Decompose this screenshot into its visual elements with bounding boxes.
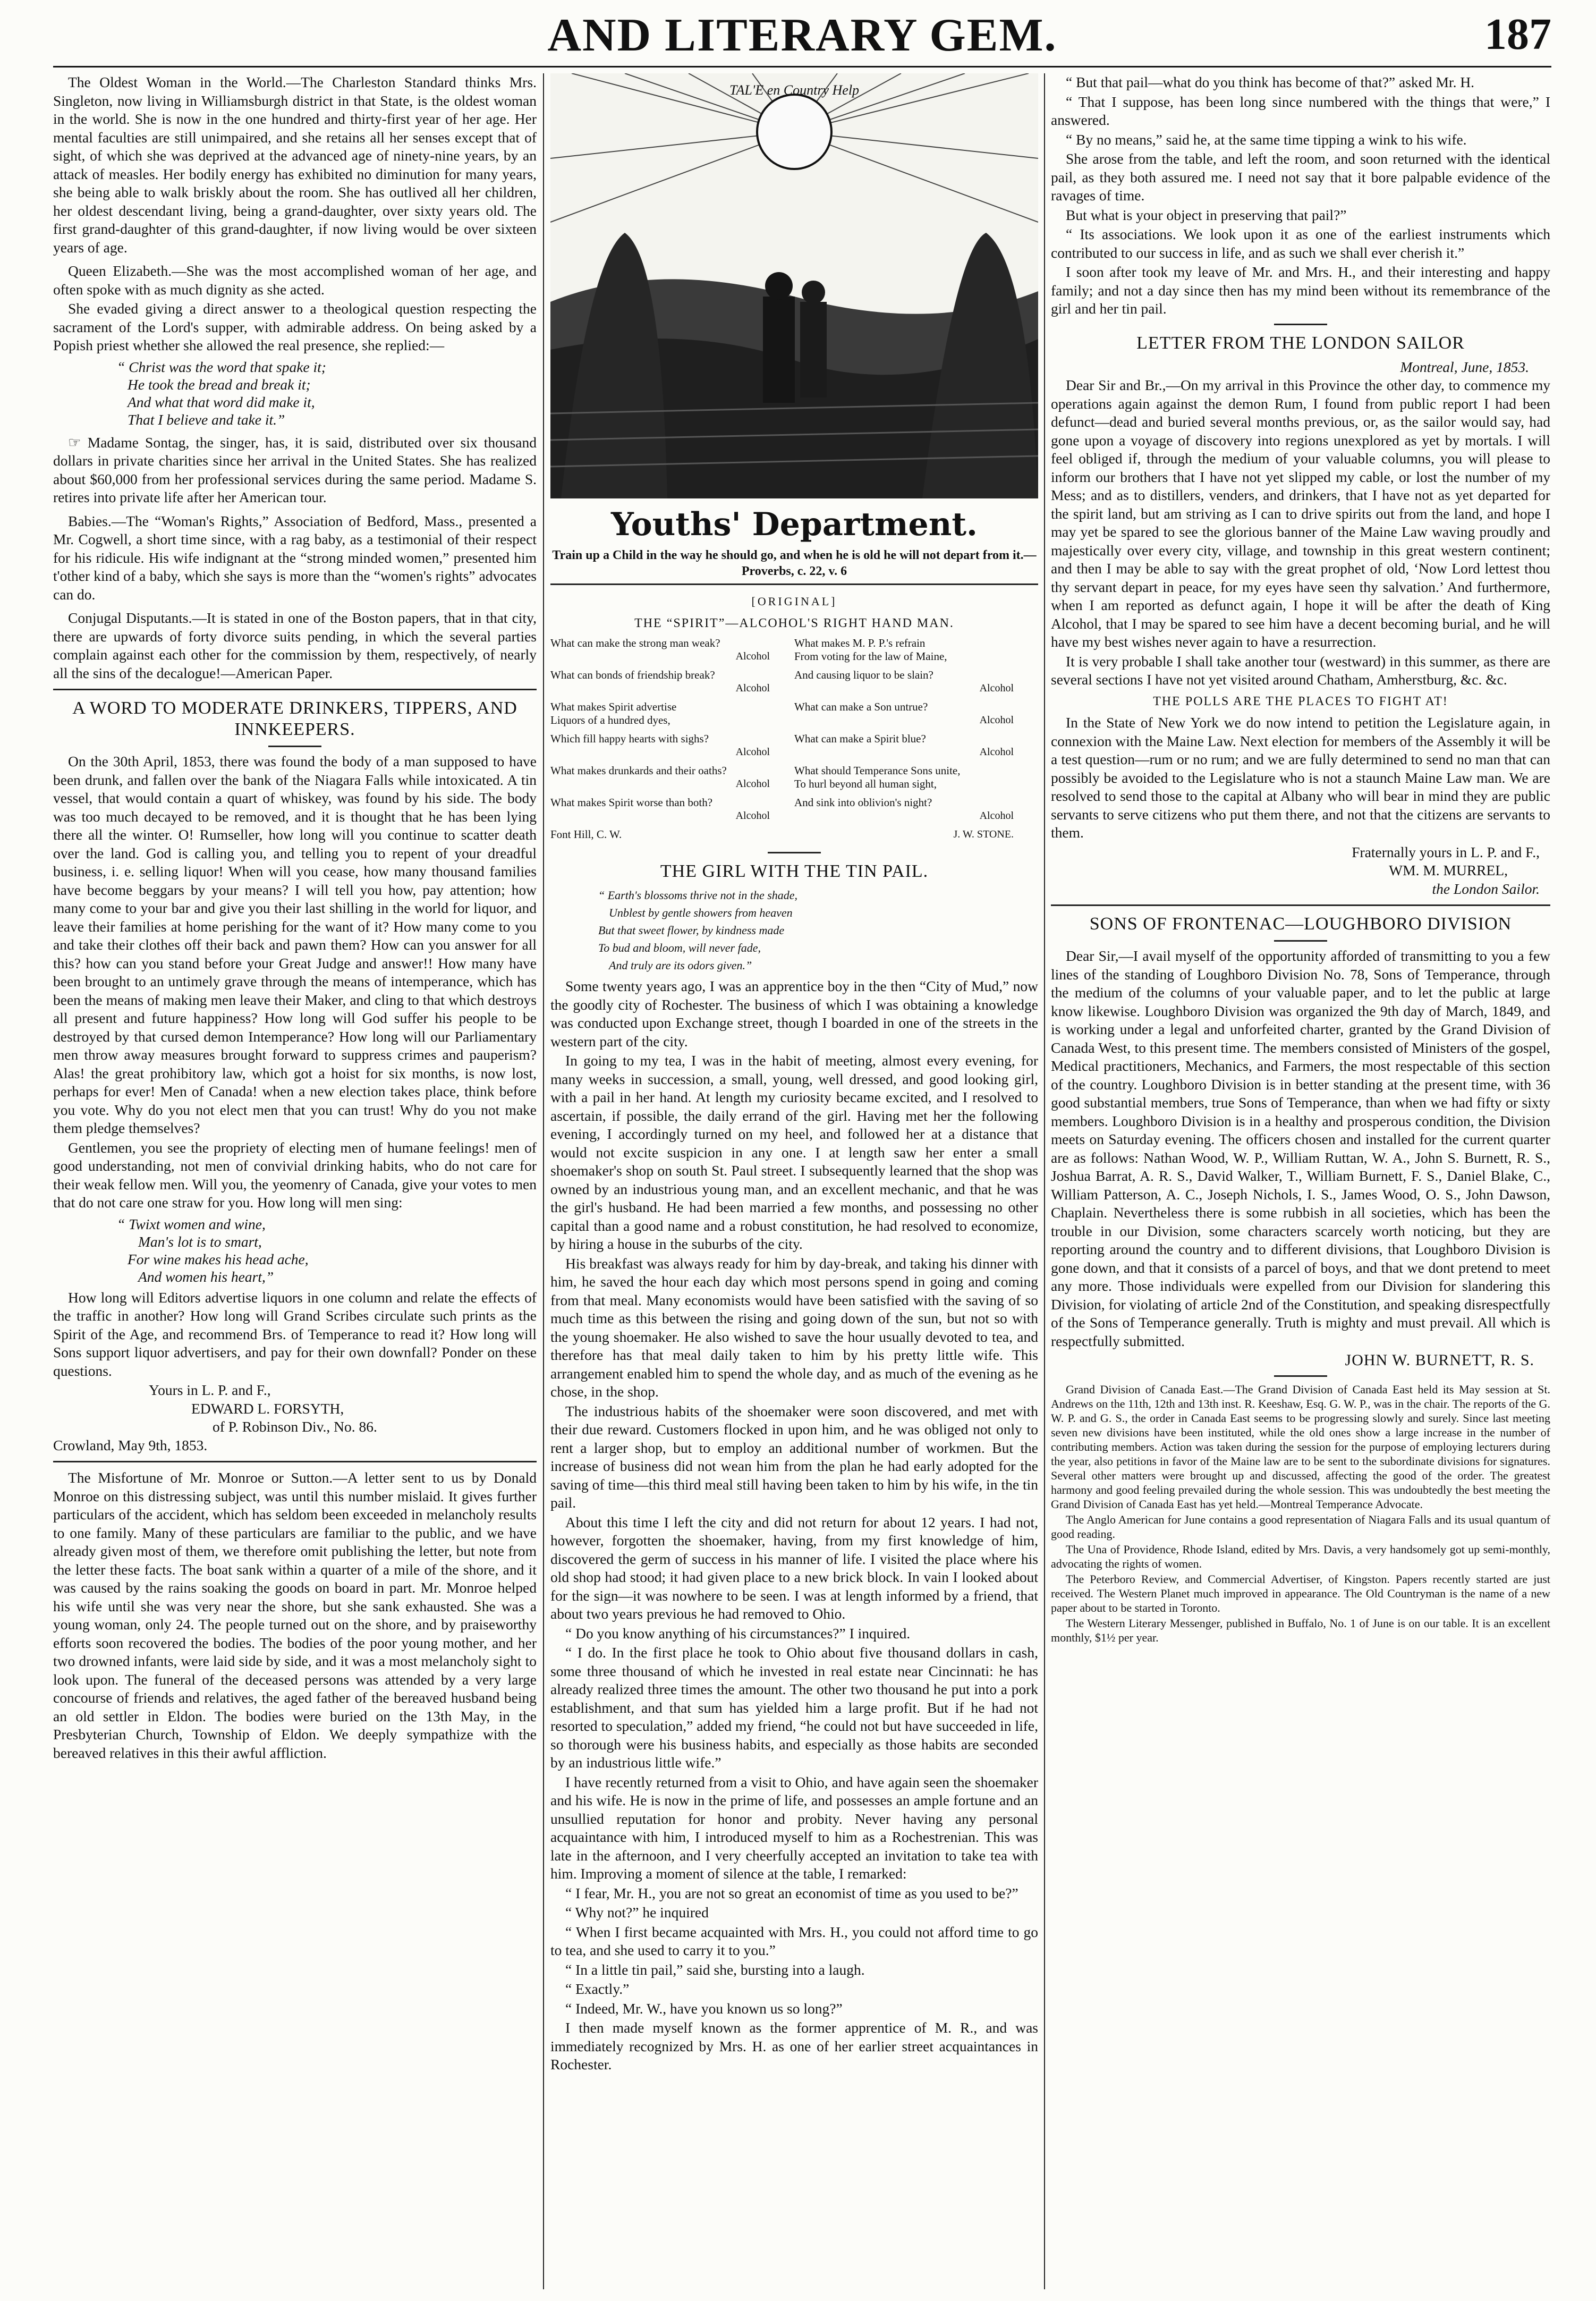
signature-line: of P. Robinson Div., No. 86. bbox=[213, 1418, 377, 1435]
poem-line: What can make the strong man weak? bbox=[550, 637, 720, 649]
poem-row bbox=[550, 764, 1038, 796]
girl-paragraph-9: “ I fear, Mr. H., you are not so great an economist of time as you used to be?” bbox=[565, 1884, 1018, 1901]
girl-paragraph-13: “ Exactly.” bbox=[565, 1981, 630, 1997]
poem-cell bbox=[794, 764, 1038, 796]
poem-cell bbox=[794, 669, 1038, 700]
poem-cell bbox=[550, 700, 794, 732]
notice-paragraph: The Peterboro Review, and Commercial Advertiser, of Kingston. Papers recently started are just received. The Western Planet much improved in appearance. The Old Countryman is the name of a new paper about to be started in Toronto. bbox=[1051, 1572, 1550, 1614]
poem-cell bbox=[794, 828, 1038, 847]
poem-line: But that sweet flower, by kindness made bbox=[598, 924, 785, 937]
girl-paragraph-11: “ When I first became acquainted with Mrs. H., you could not afford time to go to tea, and she used to carry it to you.” bbox=[550, 1923, 1038, 1958]
poem-row bbox=[550, 732, 1038, 764]
signature-line: EDWARD L. FORSYTH, bbox=[191, 1400, 344, 1417]
girl-paragraph-22: I soon after took my leave of Mr. and Mrs. H., and their interesting and happy family; and not a day since then has my mind been without its remembrance of the girl and her tin pail. bbox=[1051, 264, 1550, 317]
poem-cell bbox=[550, 764, 794, 796]
poem-refrain: Alcohol bbox=[735, 810, 770, 822]
sons-paragraph: Dear Sir,—I avail myself of the opportunity afforded of transmitting to you a few lines of the standing of Loughboro Division No. 78, Sons of Temperance, through the medium of the columns of your valuable paper, and to let the public at large know likewise. Loughboro Division was organized the 9th day of March, 1849, and is working under a legal and unforfeited charter, granted by the Grand Division of Canada West, to this present time. The members consisted of Ministers of the gospel, Medical practitioners, Mechanics, and Farmers, the most respectable of this section of the country. Loughboro Division is in better standing at the present time, with 36 good substantial members, true Sons of Temperance, than when we had fifty or sixty members. Loughboro Division is in a healthy and prosperous condition, the Division meets on Saturday evening. The officers chosen and installed for the current quarter are as follows: Nathan Wood, W. P., William Ruttan, W. A., John S. Burnett, R. S., Joshua Barrat, A. R. S., David Walker, T., William Burnett, F. S., Daniel Blake, C., William Patterson, A. C., Joseph Nichols, I. S., James Wood, O. S., John Dawson, Chaplain. Nevertheless there is some rubbish in all societies, which has been the trouble in our Division, some characters scarcely worth noticing, but they are reporting around the country and to different divisions, that Loughboro Division is gone down, and that it consists of a parcel of boys, and that we dont pretend to meet any more. Those individuals were expelled from our Division for slandering this Division, for violating of article 2nd of the Constitution, and speaking disrespectfully of the Sons of Temperance generally. Truth is mighty and must prevail. All which is respectfully submitted. bbox=[1051, 948, 1550, 1349]
poem-cell bbox=[794, 732, 1038, 764]
girl-paragraph-12: “ In a little tin pail,” said she, bursting into a laugh. bbox=[565, 1961, 865, 1978]
poem-cell bbox=[794, 637, 1038, 669]
sons-signature: JOHN W. BURNETT, R. S. bbox=[1345, 1351, 1534, 1369]
polls-heading: THE POLLS ARE THE PLACES TO FIGHT AT! bbox=[1153, 694, 1448, 708]
girl-paragraph-21: “ Its associations. We look upon it as one of the earliest instruments which contributed to our success in life, and as such we shall ever cherish it.” bbox=[1051, 226, 1550, 261]
poem-line: And what that word did make it, bbox=[128, 393, 315, 410]
poem-refrain: Alcohol bbox=[735, 650, 770, 662]
poem-line: Liquors of a hundred dyes, bbox=[550, 714, 670, 726]
poem-line: What can bonds of friendship break? bbox=[550, 669, 715, 681]
girl-paragraph-20: But what is your object in preserving that pail?” bbox=[1066, 206, 1347, 223]
word-paragraph-1: On the 30th April, 1853, there was found the body of a man supposed to have been drunk, and fallen over the bank of the Niagara Falls while intoxicated. A tin vessel, that would contain a quart of whiskey, was found by his side. The body was too much decayed to be removed, and it is thought that he has been lying there all the winter. O! Rumseller, how long will you continue to scatter death over the land. God is calling you, and telling you to repent of your dreadful business, i. e. selling liquor! When will you cease, how many thousand families have become beggars by your means? I will tell you how, pay attention; how many come to your bar and give you their last shilling in the world for liquor, and leave their families at home perishing for the want of it? How many come to you and take their clothes off their back and pawn them? How can you answer for all this? how can you stand before your Great Judge and answer!! How many have been brought to an untimely grave through the means of intemperance, which has been the means of making men leave their Maker, and cling to that which destroys all present and future happiness? How long will God suffer his people to be destroyed by that cursed demon Intemperance? How long will our Parliamentary men throw away measures brought forward to suppress crimes and pauperism? Alas! the great prohibitory law, which got a hoist for six months, is now lost, perhaps for ever! Men of Canada! when a new election takes place, think before you vote. Why do you not elect men that you can trust! Why do you not make them pledge themselves? bbox=[53, 753, 537, 1136]
poem-refrain: Alcohol bbox=[735, 746, 770, 758]
original-label: [ORIGINAL] bbox=[751, 595, 837, 608]
poem-line: For wine makes his head ache, bbox=[128, 1250, 309, 1267]
signature-line: Yours in L. P. and F., bbox=[149, 1382, 271, 1398]
poem-line: What can make a Spirit blue? bbox=[794, 732, 926, 745]
poem-cell bbox=[550, 796, 794, 828]
poem-line: What makes drunkards and their oaths? bbox=[550, 764, 727, 777]
section-rule bbox=[550, 583, 1038, 585]
letter-paragraph-1: Dear Sir and Br.,—On my arrival in this Province the other day, to commence my operations again against the demon Rum, I found from public report I had been defunct—dead and buried several months previous, or, as the sailor would say, had gone upon a voyage of discovery into regions unexplored as yet by mortals. I will feel obliged if, through the medium of your valuable columns, you will please to inform our brothers that I have not yet slipped my cable, or lost the number of my Mess; and as to distillers, venders, and drinkers, that I have not as yet departed for the spirit land, but am striving as I can to drive spirits out from the land, and hope I may yet be spared to see the glorious banner of the Maine Law waving proudly and majestically over every city, village, and township in this great western continent; and then I may be able to say with the great prophet of old, ‘Now Lord lettest thou thy servant depart in peace, for my eyes have seen thy salvation.’ And furthermore, when I am reported as defunct again, I hope it will be after the death of King Alcohol, that I may be spared to see him have a decent becoming burial, and he will have my best wishes never again to have a resurrection. bbox=[1051, 377, 1550, 650]
poem-refrain: Alcohol bbox=[979, 746, 1014, 758]
department-motto: Train up a Child in the way he should go, and when he is old he will not depart from it.—Proverbs, c. 22, v. 6 bbox=[552, 548, 1037, 578]
signature-line: Fraternally yours in L. P. and F., bbox=[1352, 843, 1540, 860]
word-poem bbox=[117, 1215, 537, 1285]
poem-line: To bud and bloom, will never fade, bbox=[598, 941, 761, 954]
section-divider bbox=[1274, 1375, 1327, 1377]
girl-paragraph-15: I then made myself known as the former apprentice of M. R., and was immediately recognized by Mrs. H. as one of her earlier street acquaintances in Rochester. bbox=[550, 2019, 1038, 2072]
letter-dateline: Montreal, June, 1853. bbox=[1400, 358, 1529, 375]
girl-paragraph-16: “ But that pail—what do you think has become of that?” asked Mr. H. bbox=[1066, 74, 1475, 90]
poem-line: And sink into oblivion's night? bbox=[794, 796, 932, 809]
queen-elizabeth-paragraph-2: She evaded giving a direct answer to a theological question respecting the sacrament of the Lord's supper, with admirable address. On being asked by a Popish priest whether she allowed the real presence, she replied:— bbox=[53, 300, 537, 353]
letter-paragraph-3: In the State of New York we do now intend to petition the Legislature again, in connexion with the Maine Law. Next election for members of the Assembly it will be a test question—rum or no rum; and we are fully determined to send no man that can possibly be avoided to the Legislature who is not a staunch Maine Law man. We are resolved to send those to the capital at Albany who will bear in mind they are public servants to serve citizens who put them there, and not that the citizens are servants to them. bbox=[1051, 714, 1550, 841]
oldest-woman-paragraph: The Oldest Woman in the World.—The Charleston Standard thinks Mrs. Singleton, now living in Williamsburgh district in that State, is the oldest woman in the world. She is now in the one hundred and thirty-first year of her age. Her mental faculties are still unimpaired, and she retains all her senses except that of sight, of which she was deprived at the advanced age of ninety-nine years, by an attack of measles. Her bodily energy has exhibited no diminution for many years, she being able to walk briskly about the room. She has outlived all her children, her oldest descendant living, being a grand-daughter, over sixty years old. The first grand-daughter of this grand-daughter, if now living would be over sixteen years of age. bbox=[53, 74, 537, 256]
queen-elizabeth-paragraph: Queen Elizabeth.—She was the most accomplished woman of her age, and often spoke with as much dignity as she acted. bbox=[53, 263, 537, 298]
poem-cell bbox=[794, 796, 1038, 828]
babies-paragraph: Babies.—The “Woman's Rights,” Association of Bedford, Mass., presented a Mr. Cogwell, a short time since, with a rag baby, as a testimonial of their respect for his ridicule. His wife indignant at the “strong minded women,” presented him t'other kind of a baby, which she says is more than the “women's rights” advocates can do. bbox=[53, 512, 537, 603]
poem-cell bbox=[550, 828, 794, 847]
column-rule bbox=[1044, 73, 1045, 2289]
masthead-title: AND LITERARY GEM. bbox=[547, 10, 1057, 61]
girl-paragraph-18: “ By no means,” said he, at the same time tipping a wink to his wife. bbox=[1066, 131, 1467, 148]
temperance-engraving bbox=[550, 73, 1038, 498]
poem-cell bbox=[550, 669, 794, 700]
word-signature bbox=[149, 1381, 537, 1436]
engraving-banner: TAL'E en Country Help bbox=[729, 82, 860, 98]
girl-paragraph-14: “ Indeed, Mr. W., have you known us so long?” bbox=[565, 2000, 843, 2017]
notice-paragraph: The Una of Providence, Rhode Island, edited by Mrs. Davis, a very handsomely got up semi-monthly, advocating the rights of women. bbox=[1051, 1542, 1550, 1570]
girl-paragraph-7: “ I do. In the first place he took to Ohio about five thousand dollars in cash, some three thousand of which he invested in real estate near Cincinnati: he has already realized three times the amount. The other two thousand he put into a pork establishment, and that sum has yielded him a large profit. But if he had not resorted to speculation,” added my friend, “he could not but have succeeded in life, so thorough were his business habits, and especially as those habits are seconded by an industrious little wife.” bbox=[550, 1644, 1038, 1771]
poem-line: What should Temperance Sons unite, bbox=[794, 764, 961, 777]
misfortune-paragraph: The Misfortune of Mr. Monroe or Sutton.—A letter sent to us by Donald Monroe on this distressing subject, was until this number mislaid. It gives further particulars of the accident, which has seldom been exceeded in melancholy results to one family. Many of these particulars are familiar to the public, and we have already given most of them, we therefore omit publishing the letter, but note from the letter these facts. The boat sank within a quarter of a mile of the shore, and it was caused by the rains soaking the goods on board in part. Mr. Monroe helped his wife until she was very near the shore, but she sank exhausted. She was a young woman, only 24. The people turned out on the shore, and by praiseworthy efforts soon recovered the bodies. The bodies of the poor young mother, and her two drowned infants, were laid side by side, and it was a most melancholy sight to look upon. The funeral of the deceased persons was attended by a very large concourse of friends and relatives, the aged father of the bereaved husband being an old settler in Eldon. The bodies were buried on the 13th May, in the Presbyterian Church, Township of Eldon. We deeply sympathize with the bereaved relatives in this their awful affliction. bbox=[53, 1469, 537, 1761]
girl-paragraph-5: About this time I left the city and did not return for about 12 years. I had not, however, forgotten the shoemaker, having, from my first knowledge of him, discovered the germ of success in his manner of life. I visited the place where his old shop had stood; it had given place to a new brick block. In vain I looked about for the sign—it was nowhere to be seen. I was at length informed by a friend, that about two years previous he had removed to Ohio. bbox=[550, 1513, 1038, 1622]
poem-line: Man's lot is to smart, bbox=[138, 1233, 262, 1250]
poem-line: What makes Spirit advertise bbox=[550, 700, 677, 713]
poem-refrain: Alcohol bbox=[735, 778, 770, 790]
sontag-paragraph: ☞ Madame Sontag, the singer, has, it is said, distributed over six thousand dollars in private charities since her arrival in the United States. She has realized about $60,000 from her professional services during the same period. Madame S. retires into private life after her American tour. bbox=[53, 434, 537, 505]
girl-paragraph-6: “ Do you know anything of his circumstances?” I inquired. bbox=[565, 1625, 911, 1642]
alcohol-poem-table bbox=[550, 637, 1038, 847]
page-number: 187 bbox=[1484, 10, 1551, 59]
queen-poem bbox=[117, 358, 537, 428]
notice-paragraph: The Anglo American for June contains a good representation of Niagara Falls and its usual quantum of good reading. bbox=[1051, 1512, 1550, 1541]
page-header bbox=[53, 7, 1551, 67]
poem-line: He took the bread and break it; bbox=[128, 376, 311, 393]
heading-divider bbox=[1274, 940, 1327, 942]
notice-paragraph: Grand Division of Canada East.—The Grand Division of Canada East held its May session at St. Andrews on the 11th, 12th and 13th inst. R. Keeshaw, Esq. G. W. P., was in the chair. The reports of the G. W. P. and G. S., the order in Canada East seems to be progressing slowly and surely. Since last meeting seven new divisions have been instituted, while the old ones show a large increase in the number of contributing members. Action was taken during the session for the purpose of employing lecturers during the year, also petitions in favor of the Maine law are to be sent to the subordinate divisions for signatures. Several other matters were brought up and discussed, affecting the good of the order. The greatest harmony and good feeling prevailed during the whole session. This was undoubtedly the best meeting the Grand Division of Canada East has yet held.—Montreal Temperance Advocate. bbox=[1051, 1382, 1550, 1511]
poem-row bbox=[550, 700, 1038, 732]
poem-cell bbox=[794, 700, 1038, 732]
poem-line: And truly are its odors given.” bbox=[609, 959, 752, 972]
poem-line: From voting for the law of Maine, bbox=[794, 650, 947, 663]
sons-heading: SONS OF FRONTENAC—LOUGHBORO DIVISION bbox=[1089, 914, 1512, 934]
letter-paragraph-2: It is very probable I shall take another tour (westward) in this summer, as there are several sections I have not yet visited around Chatham, Amherstburg, &c. &c. bbox=[1051, 653, 1550, 688]
section-rule bbox=[1051, 904, 1550, 906]
section-divider bbox=[1274, 324, 1327, 325]
poem-line: “ Twixt women and wine, bbox=[117, 1215, 266, 1232]
poem-refrain: Alcohol bbox=[735, 682, 770, 694]
poem-row bbox=[550, 796, 1038, 828]
poem-line: To hurl beyond all human sight, bbox=[794, 777, 937, 790]
poem-line: And causing liquor to be slain? bbox=[794, 669, 933, 681]
poem-author: J. W. STONE. bbox=[953, 828, 1014, 840]
signature-line: WM. M. MURREL, bbox=[1389, 862, 1508, 878]
section-divider bbox=[768, 852, 821, 853]
column-middle bbox=[550, 73, 1038, 2289]
column-rule bbox=[543, 73, 544, 2289]
girl-poem bbox=[598, 886, 1038, 974]
poem-line: “ Christ was the word that spake it; bbox=[117, 358, 326, 375]
section-rule bbox=[53, 1461, 537, 1462]
youths-department-title: Youths' Department. bbox=[611, 506, 978, 543]
girl-paragraph-10: “ Why not?” he inquired bbox=[565, 1904, 709, 1921]
poem-place: Font Hill, C. W. bbox=[550, 828, 622, 841]
girl-tin-pail-heading: THE GIRL WITH THE TIN PAIL. bbox=[660, 861, 929, 881]
poem-line: What can make a Son untrue? bbox=[794, 700, 928, 713]
column-left bbox=[53, 73, 537, 2289]
poem-row bbox=[550, 669, 1038, 700]
column-right bbox=[1051, 73, 1550, 2289]
heading-divider bbox=[268, 746, 321, 747]
poem-line: That I believe and take it.” bbox=[128, 411, 285, 428]
poem-line: Which fill happy hearts with sighs? bbox=[550, 732, 709, 745]
poem-row bbox=[550, 637, 1038, 669]
conjugal-paragraph: Conjugal Disputants.—It is stated in one of the Boston papers, that in that city, there are upwards of forty divorce suits pending, in which the several parties complain against each other for the commission by them, respectively, of nearly all the sins of the decalogue!—American Paper. bbox=[53, 610, 537, 681]
girl-paragraph-8: I have recently returned from a visit to Ohio, and have again seen the shoemaker and his wife. He is now in the prime of life, and possesses an ample fortune and an unsullied reputation for honor and probity. Never having any personal acquaintance with him, I introduced myself to him as a Rochestrenian. This was late in the afternoon, and I very cheerfully accepted an invitation to take tea with him. Improving a moment of silence at the table, I remarked: bbox=[550, 1773, 1038, 1882]
girl-paragraph-4: The industrious habits of the shoemaker were soon discovered, and met with their due reward. Customers flocked in upon him, and he was obliged not only to rent a larger shop, but to employ an additional number of workmen. But the increase of business did not wean him from the plan he had early adopted for the saving of time—this third meal still having been taken to him by his wife, in the tin pail. bbox=[550, 1402, 1038, 1511]
word-paragraph-3: How long will Editors advertise liquors in one column and relate the effects of the traffic in another? How long will Grand Scribes circulate such prints as the Spirit of the Age, and recommend Brs. of Temperance to read it? How long will Sons support liquor advertisers, and pay for their own downfall? Ponder on these questions. bbox=[53, 1289, 537, 1379]
poem-line: And women his heart,” bbox=[138, 1268, 274, 1285]
poem-refrain: Alcohol bbox=[979, 682, 1014, 694]
word-paragraph-2: Gentlemen, you see the propriety of electing men of humane feelings! men of good understanding, not men of convivial drinking habits, who do not care for their weak fellow men. Will you, the yeomenry of Canada, give your votes to men that do not care one straw for you. How long will men sing: bbox=[53, 1139, 537, 1211]
poem-row bbox=[550, 828, 1038, 847]
alcohol-poem-title: THE “SPIRIT”—ALCOHOL'S RIGHT HAND MAN. bbox=[634, 616, 954, 630]
girl-paragraph-17: “ That I suppose, has been long since numbered with the things that were,” I answered. bbox=[1051, 93, 1550, 128]
girl-paragraph-19: She arose from the table, and left the room, and soon returned with the identical pail, as they both assured me. I need not say that it bore palpable evidence of the ravages of time. bbox=[1051, 150, 1550, 204]
poem-refrain: Alcohol bbox=[979, 810, 1014, 822]
poem-line: What makes Spirit worse than both? bbox=[550, 796, 713, 809]
poem-line: What makes M. P. P.'s refrain bbox=[794, 637, 926, 649]
girl-paragraph-3: His breakfast was always ready for him by day-break, and taking his dinner with him, he saved the hour each day which most persons spend in going and coming from that meal. Many economists would have been satisfied with the saving of so much time as this between the rising and going down of the sun, but not so with the young shoemaker. He also wished to save the hour usually devoted to tea, and therefore has that meal daily taken to him by his pretty little wife. This arrangement enabled him to spend the whole day, and as much of the evening as he chose, in the shop. bbox=[550, 1255, 1038, 1400]
notice-paragraph: The Western Literary Messenger, published in Buffalo, No. 1 of June is on our table. It is an excellent monthly, $1½ per year. bbox=[1051, 1616, 1550, 1644]
poem-line: Unblest by gentle showers from heaven bbox=[609, 906, 793, 919]
poem-cell bbox=[550, 637, 794, 669]
letter-heading: LETTER FROM THE LONDON SAILOR bbox=[1136, 333, 1465, 353]
girl-paragraph-2: In going to my tea, I was in the habit of meeting, almost every evening, for many weeks in succession, a small, young, well dressed, and good looking girl, with a pail in her hand. At length my curiosity became excited, and I resolved to ascertain, if possible, the daily errand of the girl. Having met her the following evening, I accordingly turned on my heel, and followed her at a distance that would not excite suspicion in any one. I at length saw her enter a small shoemaker's shop on south St. Paul street. I subsequently learned that the shop was owned by an industrious young man, and an excellent mechanic, and that he was the girl's husband. He had been married a few months, and possessing no other capital than a good name and a robust constitution, he had resolved to economize, by hiring a house in the suburbs of the city. bbox=[550, 1052, 1038, 1252]
poem-refrain: Alcohol bbox=[979, 714, 1014, 726]
word-dateline: Crowland, May 9th, 1853. bbox=[53, 1436, 208, 1453]
poem-cell bbox=[550, 732, 794, 764]
word-heading: A WORD TO MODERATE DRINKERS, TIPPERS, AND INNKEEPERS. bbox=[72, 698, 517, 739]
letter-signature bbox=[1051, 843, 1540, 899]
section-rule bbox=[53, 689, 537, 690]
girl-paragraph-1: Some twenty years ago, I was an apprentice boy in the then “City of Mud,” now the goodly city of Rochester. The business of which I was obtaining a knowledge was conducted upon Exchange street, though I boarded in one of the streets in the western part of the city. bbox=[550, 978, 1038, 1050]
poem-line: “ Earth's blossoms thrive not in the shade, bbox=[598, 889, 798, 902]
signature-line: the London Sailor. bbox=[1432, 880, 1540, 897]
